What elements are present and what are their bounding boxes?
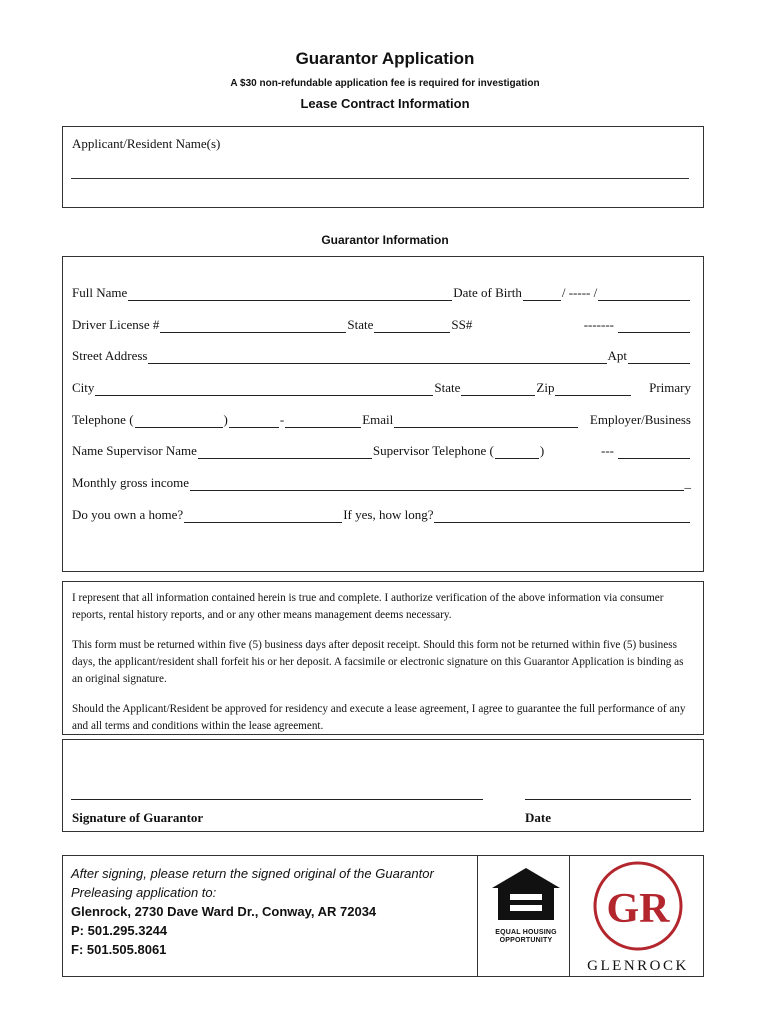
- own-home-label: Do you own a home?: [72, 507, 184, 522]
- email-field[interactable]: [394, 414, 578, 428]
- row-supervisor: [72, 441, 691, 459]
- return-fax: F: 501.505.8061: [71, 942, 167, 957]
- own-home-field[interactable]: [184, 509, 342, 523]
- guarantor-signature-label: Signature of Guarantor: [72, 810, 204, 825]
- applicant-name-field[interactable]: [71, 178, 689, 179]
- signature-section: [62, 739, 704, 832]
- return-info-section: [62, 855, 704, 977]
- applicant-section: [62, 126, 704, 208]
- return-instructions: [71, 864, 434, 959]
- income-field[interactable]: [190, 477, 684, 491]
- income-end-mark: _: [684, 475, 691, 490]
- supervisor-name-label: Name Supervisor Name: [72, 443, 197, 458]
- ssn-field[interactable]: [618, 319, 690, 333]
- fee-note: A $30 non-refundable application fee is required for investigation: [230, 78, 540, 89]
- zip-field[interactable]: [555, 382, 631, 396]
- certification-paragraph-1: I represent that all information contained herein is true and complete. I authorize verification of the above information via consumer reports, rental history reports, and or any other means management deems necessary.: [72, 592, 664, 621]
- guarantor-signature-field[interactable]: [71, 799, 483, 800]
- zip-label: Zip: [536, 380, 555, 395]
- glenrock-logo: [573, 860, 703, 975]
- lease-contract-heading: Lease Contract Information: [300, 96, 470, 111]
- row-full-name: [72, 283, 691, 301]
- supervisor-phone-close-paren: ): [539, 443, 545, 458]
- row-street: [72, 346, 691, 364]
- primary-label: Primary: [649, 380, 691, 395]
- telephone-close-paren: ): [223, 412, 228, 427]
- city-state-field[interactable]: [461, 382, 535, 396]
- guarantor-section: [62, 256, 704, 572]
- applicant-name-label: Applicant/Resident Name(s): [72, 136, 221, 151]
- supervisor-name-field[interactable]: [198, 445, 372, 459]
- employer-label: Employer/Business: [589, 412, 691, 427]
- return-address: Glenrock, 2730 Dave Ward Dr., Conway, AR 72034: [71, 904, 377, 919]
- eho-caption-line-1: EQUAL HOUSING: [495, 929, 557, 936]
- glenrock-wordmark: GLENROCK: [587, 958, 689, 974]
- full-name-field[interactable]: [128, 287, 452, 301]
- apt-field[interactable]: [628, 350, 690, 364]
- driver-license-label: Driver License #: [72, 317, 160, 332]
- row-telephone: [72, 410, 691, 428]
- ssn-label: SS#: [451, 317, 473, 332]
- certification-paragraph-3: Should the Applicant/Resident be approved for residency and execute a lease agreement, I agree to guarantee the full performance of any and all terms and conditions within the lease agreement.: [72, 703, 686, 732]
- glenrock-monogram: GR: [606, 886, 670, 932]
- full-name-label: Full Name: [72, 285, 128, 300]
- logo-divider-left: [477, 856, 478, 976]
- telephone-label: Telephone (: [72, 412, 134, 427]
- supervisor-phone-dashes: ---: [601, 443, 614, 458]
- how-long-field[interactable]: [434, 509, 690, 523]
- page-title: Guarantor Application: [295, 49, 475, 68]
- eho-caption-line-2: OPPORTUNITY: [499, 937, 553, 944]
- guarantor-heading: Guarantor Information: [321, 233, 449, 247]
- supervisor-phone-field[interactable]: [618, 445, 690, 459]
- return-line-2: Preleasing application to:: [71, 885, 217, 900]
- telephone-prefix-field[interactable]: [229, 414, 279, 428]
- how-long-label: If yes, how long?: [343, 507, 434, 522]
- city-state-label: State: [434, 380, 461, 395]
- dob-year-field[interactable]: [598, 287, 690, 301]
- dob-separator: / ----- /: [561, 285, 598, 300]
- dl-state-label: State: [347, 317, 374, 332]
- supervisor-phone-label: Supervisor Telephone (: [372, 443, 494, 458]
- driver-license-field[interactable]: [160, 319, 346, 333]
- certification-paragraph-2: This form must be returned within five (5) business days after deposit receipt. Should this form not be returned within five (5) business days, the applicant/resident shall forfeit his or her deposit. A facsimile or electronic signature on this Guarantor Application is binding as an original signature.: [72, 639, 684, 685]
- city-label: City: [72, 380, 95, 395]
- supervisor-phone-area-field[interactable]: [495, 445, 539, 459]
- row-driver-license: [72, 315, 691, 333]
- signature-date-field[interactable]: [525, 799, 691, 800]
- row-city: [72, 378, 691, 396]
- signature-date-label: Date: [525, 810, 551, 825]
- logo-divider-right: [569, 856, 570, 976]
- telephone-area-field[interactable]: [135, 414, 223, 428]
- telephone-line-field[interactable]: [285, 414, 361, 428]
- email-label: Email: [362, 412, 394, 427]
- row-own-home: [72, 505, 691, 523]
- equal-housing-logo: [486, 866, 566, 945]
- street-address-field[interactable]: [148, 350, 606, 364]
- glenrock-monogram-icon: [592, 860, 684, 952]
- income-label: Monthly gross income: [72, 475, 189, 490]
- street-address-label: Street Address: [72, 348, 148, 363]
- dl-state-field[interactable]: [374, 319, 450, 333]
- ssn-dashes: -------: [583, 317, 614, 332]
- certification-section: [62, 581, 704, 735]
- telephone-dash: -: [279, 412, 285, 427]
- apt-label: Apt: [607, 348, 627, 363]
- row-income: [72, 473, 691, 491]
- dob-label: Date of Birth: [453, 285, 522, 300]
- return-phone: P: 501.295.3244: [71, 923, 168, 938]
- city-field[interactable]: [95, 382, 433, 396]
- equal-housing-house-icon: [488, 866, 564, 922]
- return-line-1: After signing, please return the signed original of the Guarantor: [71, 866, 434, 881]
- dob-month-field[interactable]: [523, 287, 561, 301]
